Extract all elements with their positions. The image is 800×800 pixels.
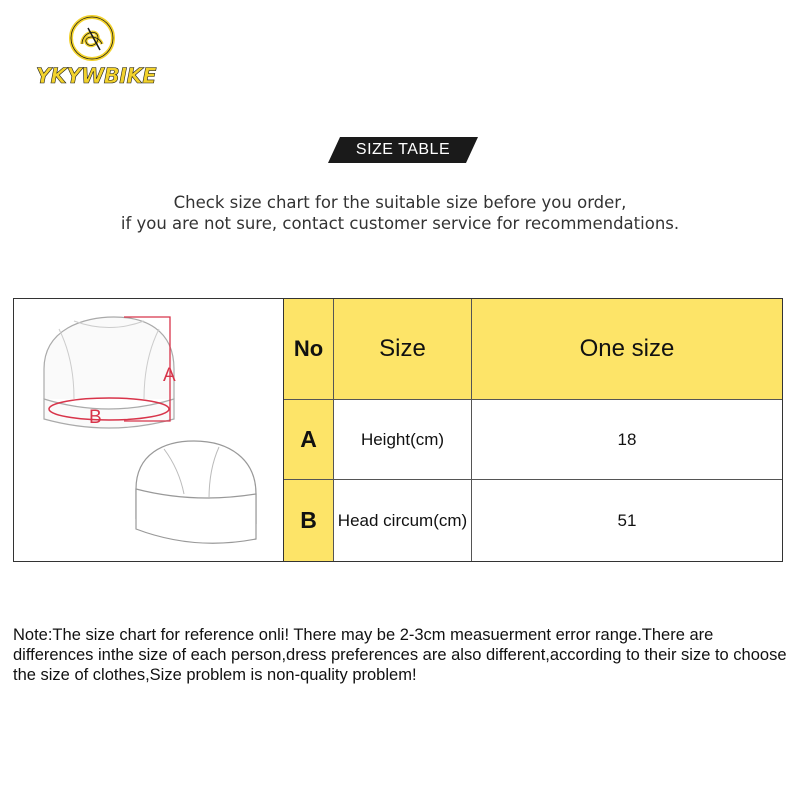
bicycle-emblem-icon	[68, 14, 116, 62]
header-one-size: One size	[472, 299, 782, 400]
brand-name: YKYWBIKE	[35, 64, 157, 88]
cap-diagram	[14, 299, 284, 561]
size-table	[13, 298, 783, 562]
measure-label-b: B	[89, 407, 102, 428]
intro-line-2: if you are not sure, contact customer service for recommendations.	[120, 214, 680, 233]
size-table-banner	[328, 137, 478, 163]
brand-logo	[12, 14, 172, 94]
row-a-value: 18	[472, 400, 782, 480]
intro-line-1: Check size chart for the suitable size before you order,	[173, 193, 627, 212]
measure-label-a: A	[163, 365, 176, 386]
row-b-label: Head circum(cm)	[334, 480, 472, 561]
row-b-no: B	[284, 480, 334, 561]
header-no: No	[284, 299, 334, 400]
row-a-label: Height(cm)	[334, 400, 472, 480]
size-note: Note:The size chart for reference onli! There may be 2-3cm measuerment error range.There are differences inthe size of each person,dress preferences are also different,according to their size to choose the size of clothes,Size problem is non-quality problem!	[13, 626, 787, 684]
intro-text	[0, 192, 800, 234]
row-a-no: A	[284, 400, 334, 480]
header-size: Size	[334, 299, 472, 400]
size-table-title: SIZE TABLE	[355, 141, 451, 158]
row-b-value: 51	[617, 510, 637, 530]
beanie-cap-icon	[14, 299, 284, 561]
